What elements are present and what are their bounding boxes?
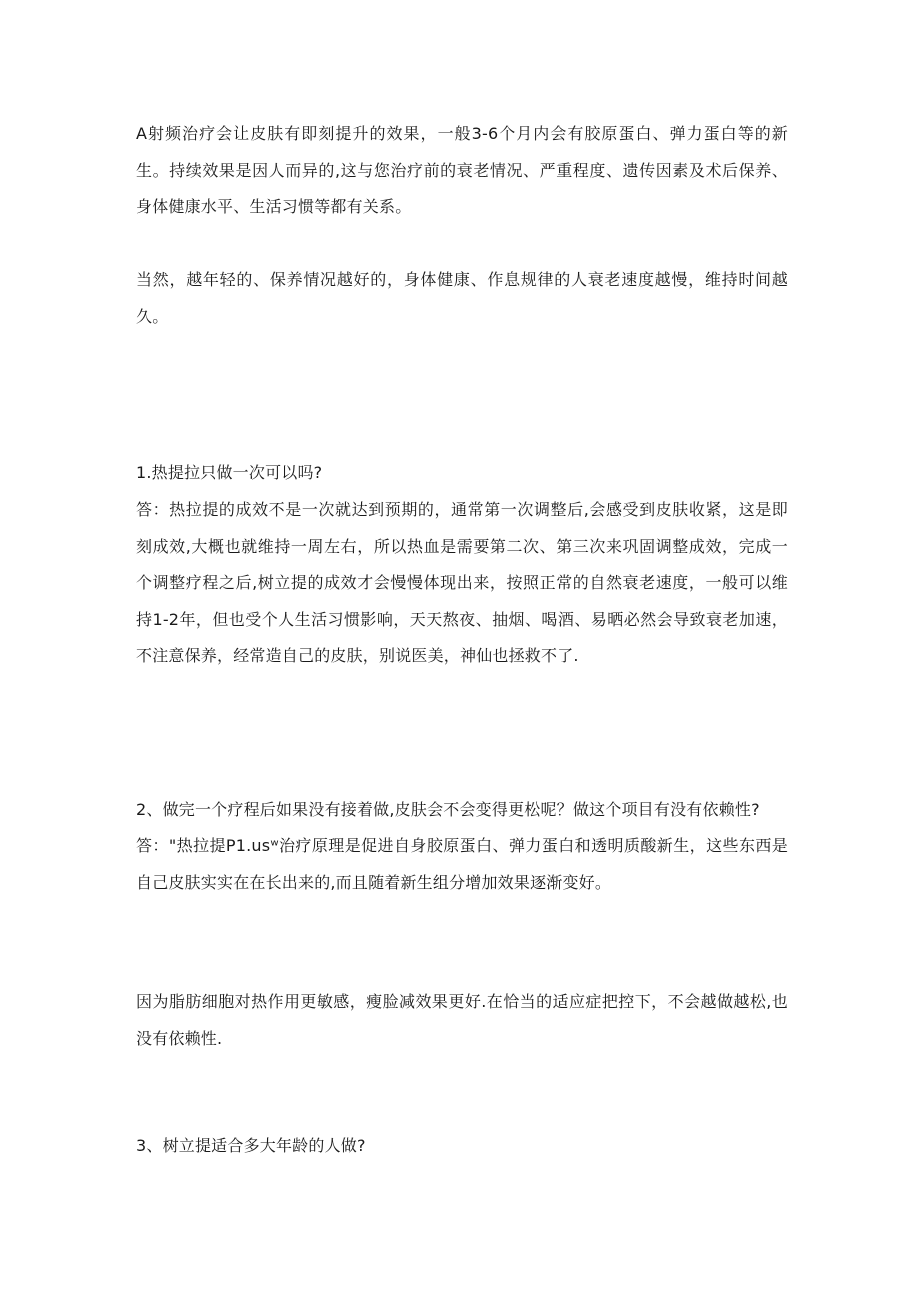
- question-2-heading: 2、做完一个疗程后如果没有接着做,皮肤会不会变得更松呢？做这个项目有没有依赖性?: [136, 800, 760, 819]
- answer-1-paragraph: 答：热拉提的成效不是一次就达到预期的，通常第一次调整后,会感受到皮肤收紧，这是即刻成效,大概也就维持一周左右，所以热血是需要第二次、第三次来巩固调整成效，完成一个调整疗程之后,树立提的成效才会慢慢体现出来，按照正常的自然衰老速度，一般可以维持1-2年，但也受个人生活习惯影响，天天熬夜、抽烟、喝酒、易晒必然会导致衰老加速，不注意保养，经常造自己的皮肤，别说医美，神仙也拯救不了.: [136, 500, 788, 665]
- question-1-heading: 1.热提拉只做一次可以吗?: [136, 463, 323, 482]
- question-3-heading: 3、树立提适合多大年龄的人做?: [136, 1136, 366, 1155]
- paragraph-aging-speed: 当然，越年轻的、保养情况越好的，身体健康、作息规律的人衰老速度越慢，维持时间越久。: [136, 270, 788, 326]
- answer-2-paragraph: 答："热拉提P1.usʷ治疗原理是促进自身胶原蛋白、弹力蛋白和透明质酸新生，这些东西是自己皮肤实实在在长出来的,而且随着新生组分增加效果逐渐变好。: [136, 836, 788, 892]
- paragraph-fat-cells: 因为脂肪细胞对热作用更敏感，瘦脸减效果更好.在恰当的适应症把控下，不会越做越松,也没有依赖性.: [136, 992, 788, 1048]
- paragraph-rf-treatment-effect: A射频治疗会让皮肤有即刻提升的效果，一般3-6个月内会有胶原蛋白、弹力蛋白等的新生。持续效果是因人而异的,这与您治疗前的衰老情况、严重程度、遗传因素及术后保养、身体健康水平、生活习惯等都有关系。: [136, 124, 788, 216]
